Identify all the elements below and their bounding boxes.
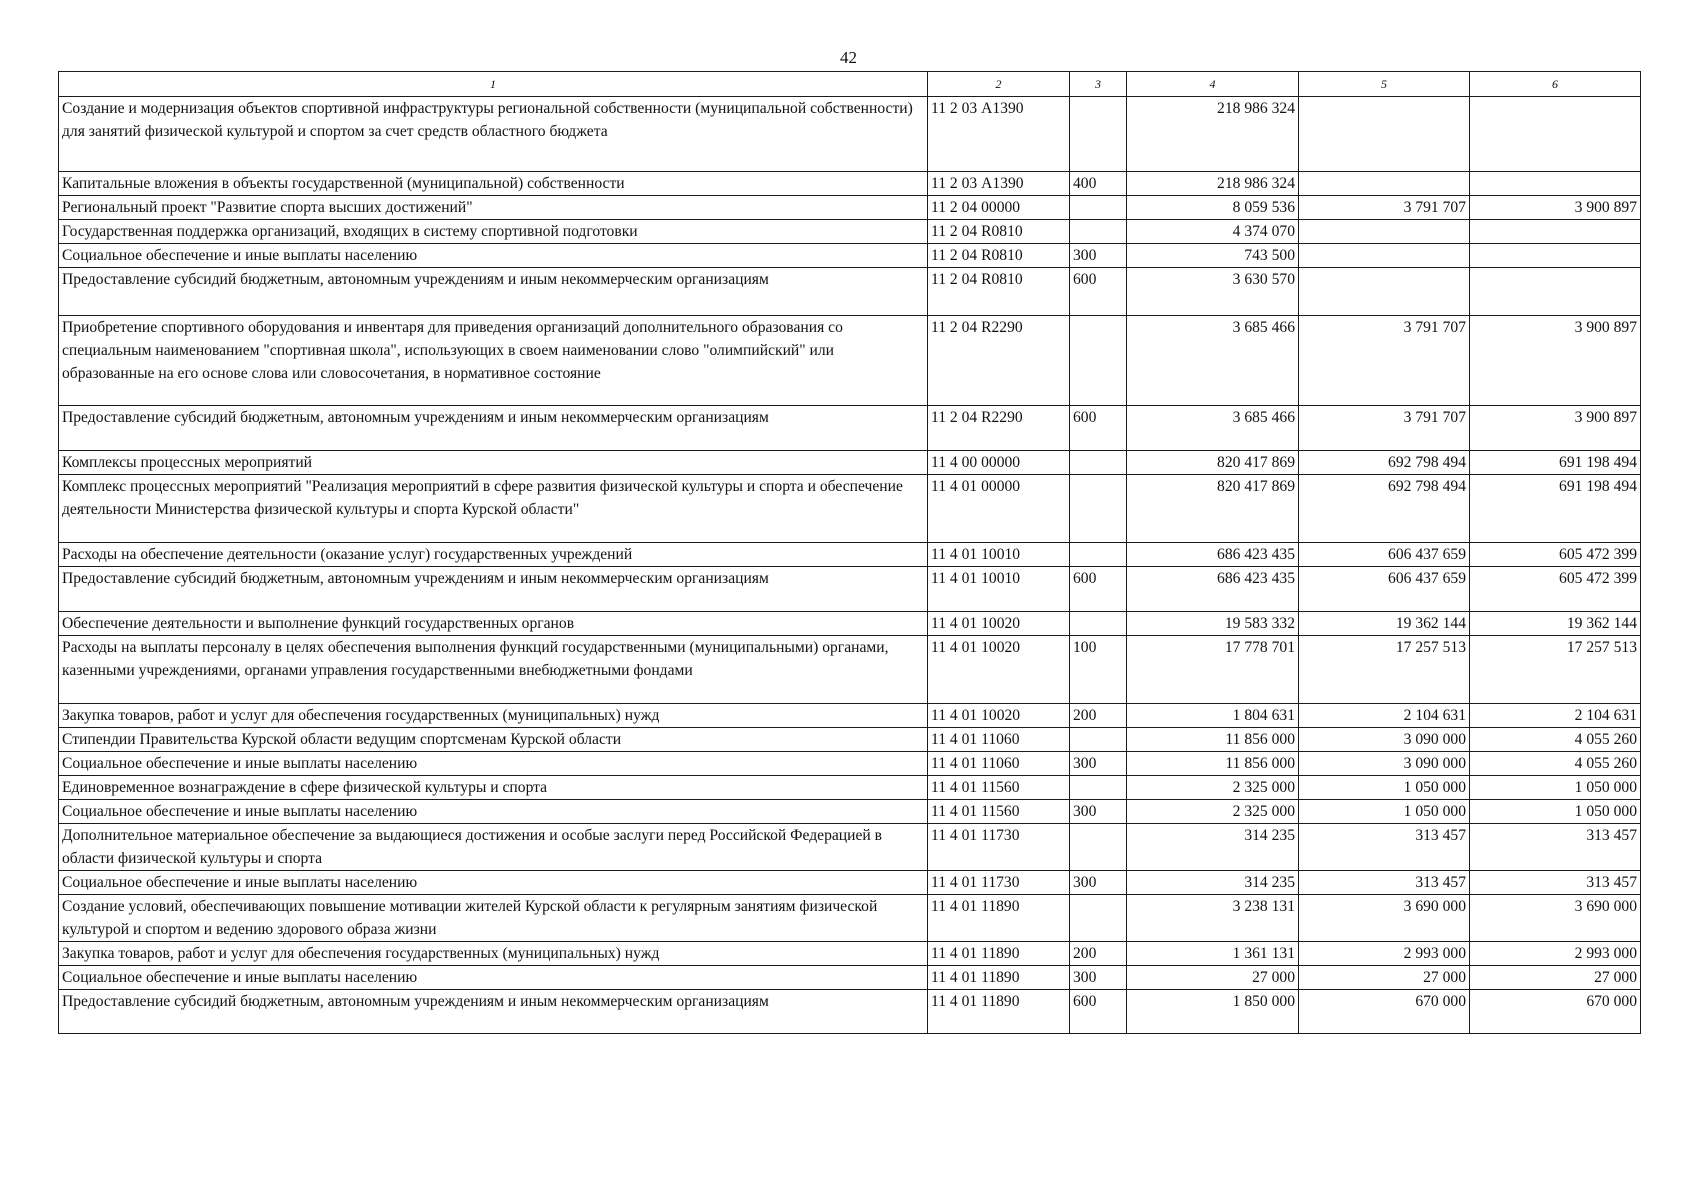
row-amount-1-cell: 8 059 536 (1127, 196, 1299, 220)
row-amount-1-cell: 1 850 000 (1127, 990, 1299, 1034)
table-row (59, 990, 1641, 1034)
row-amount-2-cell: 3 791 707 (1299, 316, 1470, 406)
row-amount-3-cell: 691 198 494 (1470, 475, 1641, 543)
row-name-cell: Государственная поддержка организаций, входящих в систему спортивной подготовки (59, 220, 928, 244)
row-amount-2-cell: 1 050 000 (1299, 800, 1470, 824)
table-row (59, 220, 1641, 244)
row-amount-3-cell: 1 050 000 (1470, 776, 1641, 800)
row-code-cell: 11 4 01 11060 (928, 752, 1070, 776)
row-amount-1-cell: 27 000 (1127, 966, 1299, 990)
row-code-cell: 11 4 01 10020 (928, 636, 1070, 704)
row-type-cell (1070, 451, 1127, 475)
row-amount-1-cell: 1 361 131 (1127, 942, 1299, 966)
row-amount-1-cell: 218 986 324 (1127, 172, 1299, 196)
row-amount-1-cell: 314 235 (1127, 824, 1299, 871)
row-amount-2-cell: 19 362 144 (1299, 612, 1470, 636)
column-header-2: 2 (928, 72, 1070, 97)
row-amount-3-cell: 2 993 000 (1470, 942, 1641, 966)
row-amount-3-cell: 3 690 000 (1470, 895, 1641, 942)
row-code-cell: 11 2 04 R2290 (928, 316, 1070, 406)
table-row (59, 612, 1641, 636)
row-amount-2-cell: 1 050 000 (1299, 776, 1470, 800)
table-row (59, 800, 1641, 824)
row-amount-1-cell: 3 685 466 (1127, 316, 1299, 406)
row-amount-1-cell: 11 856 000 (1127, 728, 1299, 752)
row-type-cell (1070, 196, 1127, 220)
row-type-cell (1070, 895, 1127, 942)
table-row (59, 196, 1641, 220)
row-amount-2-cell: 2 104 631 (1299, 704, 1470, 728)
row-code-cell: 11 4 01 11560 (928, 776, 1070, 800)
row-code-cell: 11 2 04 00000 (928, 196, 1070, 220)
row-amount-2-cell (1299, 268, 1470, 316)
row-code-cell: 11 4 01 11560 (928, 800, 1070, 824)
row-amount-2-cell (1299, 220, 1470, 244)
row-amount-3-cell: 1 050 000 (1470, 800, 1641, 824)
table-row (59, 244, 1641, 268)
row-amount-3-cell: 313 457 (1470, 871, 1641, 895)
row-code-cell: 11 2 04 R0810 (928, 244, 1070, 268)
row-type-cell (1070, 316, 1127, 406)
row-amount-2-cell (1299, 244, 1470, 268)
row-type-cell: 300 (1070, 800, 1127, 824)
table-row (59, 704, 1641, 728)
table-row (59, 636, 1641, 704)
row-name-cell: Социальное обеспечение и иные выплаты населению (59, 752, 928, 776)
row-amount-1-cell: 19 583 332 (1127, 612, 1299, 636)
row-amount-3-cell: 670 000 (1470, 990, 1641, 1034)
row-type-cell: 400 (1070, 172, 1127, 196)
row-amount-2-cell: 2 993 000 (1299, 942, 1470, 966)
table-row (59, 451, 1641, 475)
row-amount-2-cell (1299, 172, 1470, 196)
row-amount-1-cell: 686 423 435 (1127, 543, 1299, 567)
row-code-cell: 11 4 00 00000 (928, 451, 1070, 475)
row-type-cell: 200 (1070, 704, 1127, 728)
row-name-cell: Предоставление субсидий бюджетным, автономным учреждениям и иным некоммерческим организациям (59, 990, 928, 1034)
row-amount-1-cell: 314 235 (1127, 871, 1299, 895)
row-amount-3-cell (1470, 244, 1641, 268)
row-amount-3-cell: 605 472 399 (1470, 543, 1641, 567)
row-code-cell: 11 4 01 11730 (928, 824, 1070, 871)
table-row (59, 97, 1641, 172)
row-amount-1-cell: 3 685 466 (1127, 406, 1299, 451)
row-code-cell: 11 2 03 А1390 (928, 172, 1070, 196)
row-amount-2-cell (1299, 97, 1470, 172)
table-row (59, 406, 1641, 451)
table-row (59, 871, 1641, 895)
row-name-cell: Предоставление субсидий бюджетным, автономным учреждениям и иным некоммерческим организациям (59, 406, 928, 451)
row-name-cell: Социальное обеспечение и иные выплаты населению (59, 966, 928, 990)
column-header-1: 1 (59, 72, 928, 97)
row-amount-3-cell: 19 362 144 (1470, 612, 1641, 636)
row-type-cell: 200 (1070, 942, 1127, 966)
row-name-cell: Комплекс процессных мероприятий "Реализация мероприятий в сфере развития физической культуры и спорта и обеспечение деятельности Министерства физической культуры и спорта Курской области" (59, 475, 928, 543)
table-row (59, 268, 1641, 316)
row-amount-3-cell (1470, 172, 1641, 196)
row-name-cell: Социальное обеспечение и иные выплаты населению (59, 244, 928, 268)
row-code-cell: 11 4 01 10020 (928, 612, 1070, 636)
table-row (59, 752, 1641, 776)
row-name-cell: Закупка товаров, работ и услуг для обеспечения государственных (муниципальных) нужд (59, 704, 928, 728)
row-type-cell: 600 (1070, 567, 1127, 612)
row-type-cell (1070, 543, 1127, 567)
row-code-cell: 11 4 01 11060 (928, 728, 1070, 752)
row-amount-3-cell: 691 198 494 (1470, 451, 1641, 475)
row-amount-1-cell: 3 630 570 (1127, 268, 1299, 316)
column-header-4: 4 (1127, 72, 1299, 97)
row-amount-1-cell: 2 325 000 (1127, 800, 1299, 824)
row-name-cell: Предоставление субсидий бюджетным, автономным учреждениям и иным некоммерческим организациям (59, 567, 928, 612)
column-header-3: 3 (1070, 72, 1127, 97)
row-type-cell: 300 (1070, 244, 1127, 268)
row-name-cell: Единовременное вознаграждение в сфере физической культуры и спорта (59, 776, 928, 800)
column-header-6: 6 (1470, 72, 1641, 97)
row-name-cell: Создание условий, обеспечивающих повышение мотивации жителей Курской области к регулярным занятиям физической культурой и спортом и ведению здорового образа жизни (59, 895, 928, 942)
row-code-cell: 11 4 01 00000 (928, 475, 1070, 543)
row-amount-2-cell: 606 437 659 (1299, 543, 1470, 567)
row-type-cell: 300 (1070, 752, 1127, 776)
table-row (59, 966, 1641, 990)
row-amount-3-cell: 4 055 260 (1470, 728, 1641, 752)
row-name-cell: Дополнительное материальное обеспечение за выдающиеся достижения и особые заслуги перед Российской Федерацией в области физической культуры и спорта (59, 824, 928, 871)
row-amount-1-cell: 686 423 435 (1127, 567, 1299, 612)
row-amount-3-cell: 2 104 631 (1470, 704, 1641, 728)
row-type-cell: 600 (1070, 268, 1127, 316)
row-type-cell (1070, 612, 1127, 636)
table-row (59, 567, 1641, 612)
row-amount-3-cell: 313 457 (1470, 824, 1641, 871)
row-amount-2-cell: 3 090 000 (1299, 728, 1470, 752)
row-type-cell: 600 (1070, 406, 1127, 451)
row-name-cell: Стипендии Правительства Курской области ведущим спортсменам Курской области (59, 728, 928, 752)
row-amount-2-cell: 692 798 494 (1299, 475, 1470, 543)
row-amount-1-cell: 11 856 000 (1127, 752, 1299, 776)
row-amount-1-cell: 743 500 (1127, 244, 1299, 268)
row-code-cell: 11 2 04 R2290 (928, 406, 1070, 451)
row-amount-3-cell: 3 900 897 (1470, 196, 1641, 220)
row-name-cell: Создание и модернизация объектов спортивной инфраструктуры региональной собственности (муниципальной собственности) для занятий физической культурой и спортом за счет средств областного бюджета (59, 97, 928, 172)
row-code-cell: 11 4 01 10010 (928, 567, 1070, 612)
row-name-cell: Социальное обеспечение и иные выплаты населению (59, 800, 928, 824)
row-amount-2-cell: 313 457 (1299, 871, 1470, 895)
table-row (59, 172, 1641, 196)
row-amount-1-cell: 1 804 631 (1127, 704, 1299, 728)
row-code-cell: 11 4 01 11890 (928, 990, 1070, 1034)
row-amount-2-cell: 3 791 707 (1299, 196, 1470, 220)
table-row (59, 475, 1641, 543)
row-name-cell: Расходы на выплаты персоналу в целях обеспечения выполнения функций государственными (муниципальными) органами, казенными учреждениями, органами управления государственными внебюджетными фондами (59, 636, 928, 704)
row-amount-3-cell: 17 257 513 (1470, 636, 1641, 704)
row-amount-3-cell: 3 900 897 (1470, 316, 1641, 406)
row-code-cell: 11 4 01 10020 (928, 704, 1070, 728)
row-amount-3-cell: 3 900 897 (1470, 406, 1641, 451)
row-amount-3-cell: 4 055 260 (1470, 752, 1641, 776)
row-amount-3-cell (1470, 97, 1641, 172)
row-type-cell: 300 (1070, 966, 1127, 990)
row-code-cell: 11 4 01 11730 (928, 871, 1070, 895)
row-code-cell: 11 2 04 R0810 (928, 220, 1070, 244)
row-amount-1-cell: 4 374 070 (1127, 220, 1299, 244)
row-type-cell (1070, 776, 1127, 800)
row-type-cell (1070, 220, 1127, 244)
table-row (59, 824, 1641, 871)
row-name-cell: Предоставление субсидий бюджетным, автономным учреждениям и иным некоммерческим организациям (59, 268, 928, 316)
row-amount-2-cell: 313 457 (1299, 824, 1470, 871)
page-number: 42 (840, 48, 857, 67)
row-code-cell: 11 2 04 R0810 (928, 268, 1070, 316)
row-type-cell (1070, 97, 1127, 172)
table-row (59, 728, 1641, 752)
row-name-cell: Закупка товаров, работ и услуг для обеспечения государственных (муниципальных) нужд (59, 942, 928, 966)
row-type-cell: 300 (1070, 871, 1127, 895)
table-row (59, 316, 1641, 406)
row-amount-2-cell: 17 257 513 (1299, 636, 1470, 704)
row-amount-3-cell (1470, 268, 1641, 316)
column-header-5: 5 (1299, 72, 1470, 97)
row-name-cell: Комплексы процессных мероприятий (59, 451, 928, 475)
table-row (59, 776, 1641, 800)
budget-table (58, 71, 1641, 1034)
row-amount-2-cell: 3 791 707 (1299, 406, 1470, 451)
table-row (59, 543, 1641, 567)
column-number-row (59, 72, 1641, 97)
row-name-cell: Обеспечение деятельности и выполнение функций государственных органов (59, 612, 928, 636)
row-type-cell: 600 (1070, 990, 1127, 1034)
row-amount-1-cell: 820 417 869 (1127, 475, 1299, 543)
row-code-cell: 11 4 01 11890 (928, 895, 1070, 942)
row-amount-2-cell: 606 437 659 (1299, 567, 1470, 612)
row-code-cell: 11 4 01 10010 (928, 543, 1070, 567)
row-amount-3-cell (1470, 220, 1641, 244)
row-amount-2-cell: 3 690 000 (1299, 895, 1470, 942)
row-type-cell: 100 (1070, 636, 1127, 704)
row-type-cell (1070, 728, 1127, 752)
row-amount-1-cell: 2 325 000 (1127, 776, 1299, 800)
row-name-cell: Социальное обеспечение и иные выплаты населению (59, 871, 928, 895)
row-amount-2-cell: 27 000 (1299, 966, 1470, 990)
table-row (59, 895, 1641, 942)
row-amount-1-cell: 820 417 869 (1127, 451, 1299, 475)
row-amount-2-cell: 3 090 000 (1299, 752, 1470, 776)
row-amount-1-cell: 17 778 701 (1127, 636, 1299, 704)
row-amount-2-cell: 692 798 494 (1299, 451, 1470, 475)
row-name-cell: Приобретение спортивного оборудования и инвентаря для приведения организаций дополнительного образования со специальным наименованием "спортивная школа", использующих в своем наименовании слово "олимпийский" или образованные на его основе слова или словосочетания, в нормативное состояние (59, 316, 928, 406)
row-name-cell: Расходы на обеспечение деятельности (оказание услуг) государственных учреждений (59, 543, 928, 567)
row-code-cell: 11 2 03 А1390 (928, 97, 1070, 172)
row-amount-3-cell: 27 000 (1470, 966, 1641, 990)
row-name-cell: Региональный проект "Развитие спорта высших достижений" (59, 196, 928, 220)
row-code-cell: 11 4 01 11890 (928, 942, 1070, 966)
row-type-cell (1070, 824, 1127, 871)
table-row (59, 942, 1641, 966)
row-amount-1-cell: 3 238 131 (1127, 895, 1299, 942)
row-amount-2-cell: 670 000 (1299, 990, 1470, 1034)
row-code-cell: 11 4 01 11890 (928, 966, 1070, 990)
row-amount-1-cell: 218 986 324 (1127, 97, 1299, 172)
row-amount-3-cell: 605 472 399 (1470, 567, 1641, 612)
row-type-cell (1070, 475, 1127, 543)
row-name-cell: Капитальные вложения в объекты государственной (муниципальной) собственности (59, 172, 928, 196)
